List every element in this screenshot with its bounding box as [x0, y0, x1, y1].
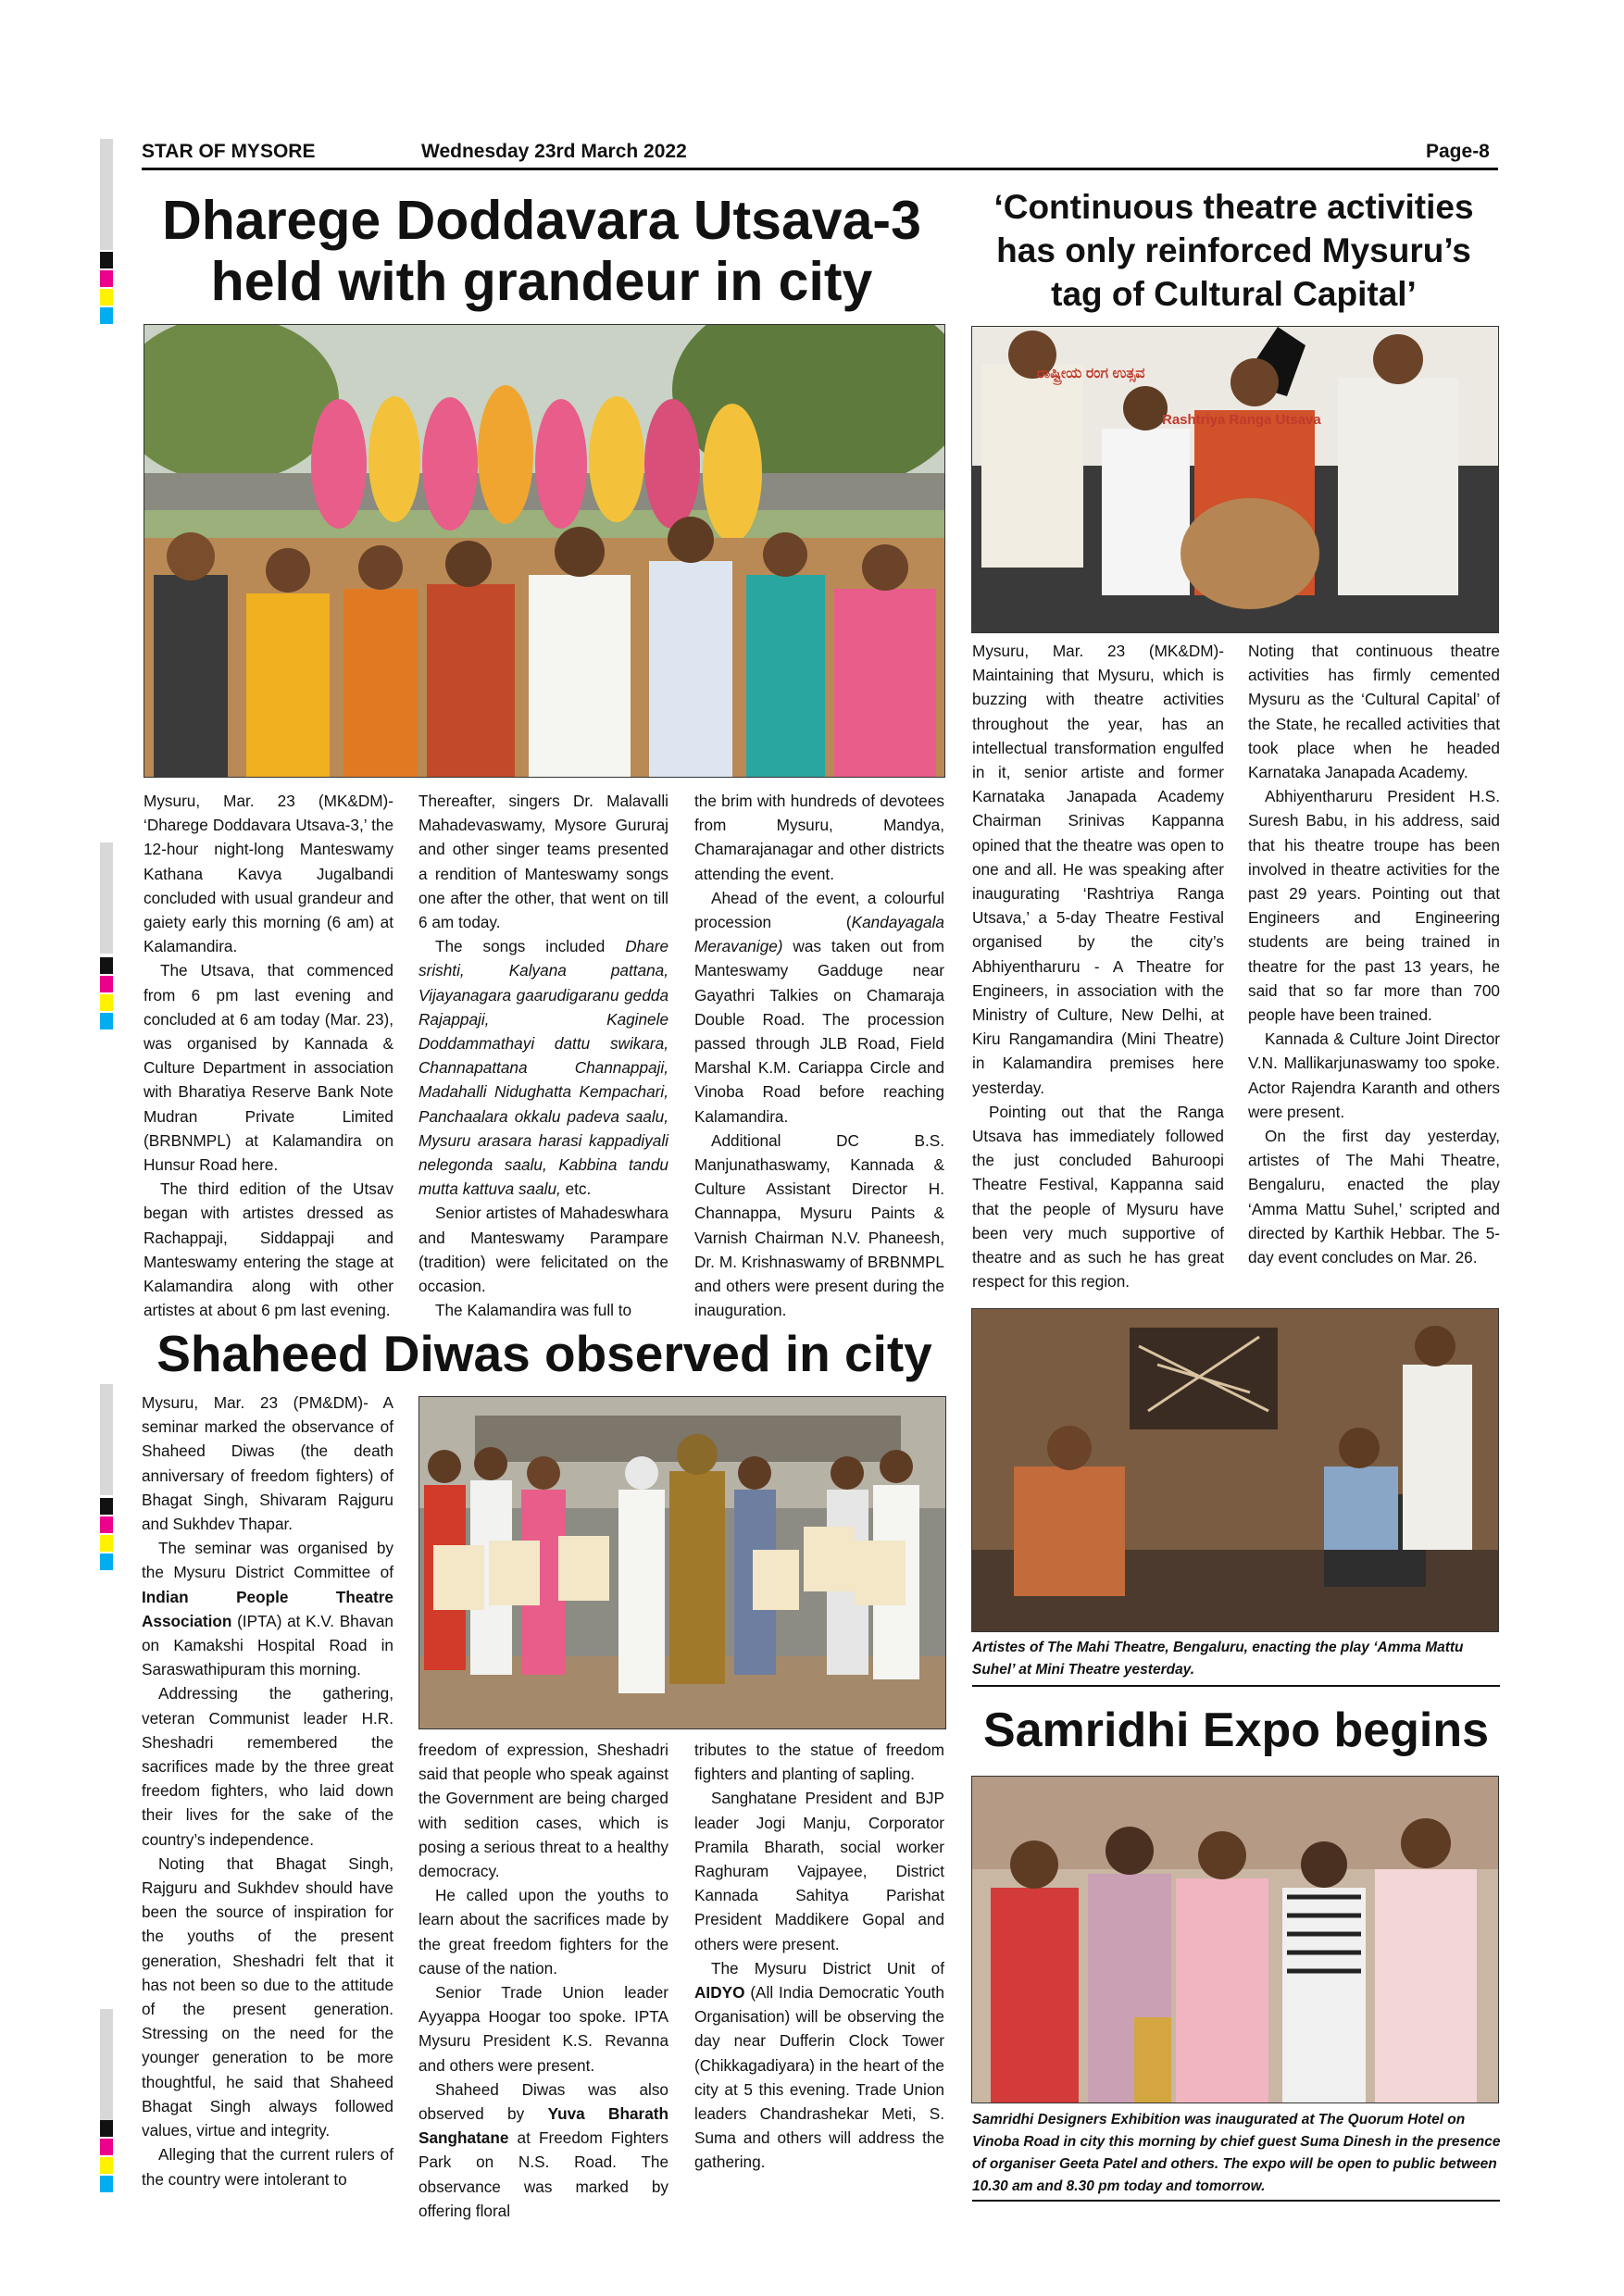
text: The seminar was organised by the Mysuru District Committee of: [142, 1539, 394, 1582]
masthead: STAR OF MYSORE: [142, 141, 316, 162]
text: etc.: [560, 1179, 592, 1199]
article1-column-1: [144, 789, 394, 1322]
paragraph: Mysuru, Mar. 23 (MK&DM)- Maintaining that Mysuru, which is buzzing with theatre activities throughout the year, has an intellectual transformation engulfed in it, senior artiste and former Karnataka Janapada Academy Chairman Srinivas Kappanna opined that the theatre was open to one and all. He was speaking after inaugurating ‘Rashtriya Ranga Utsava,’ a 5-day Theatre Festival organised by the city’s Abhiyentharuru - A Theatre for Engineers, in association with the Ministry of Culture, New Delhi, at Kiru Rangamandira (Mini Theatre) in Kalamandira premises here yesterday.: [972, 642, 1224, 1097]
organisation-name: Indian People Theatre Association: [142, 1587, 394, 1630]
text: (All India Democratic Youth Organisation) will be observing the day near Dufferin Clock Tower (Chikkagadiyara) in the heart of the city at 5 this evening. Trade Union leaders Chandrashekar Meti, S. Suma and others will address the gathering.: [694, 1983, 944, 2172]
registration-swatch: [100, 1516, 113, 1533]
article3-headline: Shaheed Diwas observed in city: [156, 1325, 932, 1382]
registration-swatch: [100, 976, 113, 992]
text: Ahead of the event, a colourful procession (: [694, 888, 944, 932]
paragraph: Senior Trade Union leader Ayyappa Hoogar too spoke. IPTA Mysuru President K.S. Revanna and others were present.: [418, 1983, 668, 2075]
article3-column-3: [694, 1738, 944, 2175]
paragraph: He called upon the youths to learn about the sacrifices made by the great freedom fighters for the cause of the nation.: [418, 1886, 668, 1978]
registration-swatch: [100, 252, 113, 268]
issue-date: Wednesday 23rd March 2022: [421, 141, 687, 162]
registration-swatch: [100, 994, 113, 1011]
paragraph: Senior artistes of Mahadeswhara and Manteswamy Parampare (tradition) were felicitated on the occasion.: [418, 1204, 668, 1296]
paragraph: [418, 934, 668, 1201]
article3-column-2: [418, 1738, 668, 2223]
shaheed-diwas-photo: [418, 1396, 946, 1729]
paragraph: Pointing out that the Ranga Utsava has immediately followed the just concluded Bahuroopi Theatre Festival, Kappanna said that the people of Mysuru have been very much supportive of theatre and as such he has great respect for this region.: [972, 1102, 1224, 1292]
header-rule: [142, 168, 1498, 170]
paragraph: [694, 886, 944, 1129]
article4-headline: Samridhi Expo begins: [982, 1703, 1490, 1757]
registration-bar: [100, 139, 113, 250]
paragraph: [142, 1536, 394, 1681]
paragraph: tributes to the statue of freedom fighters and planting of sapling.: [694, 1741, 944, 1784]
banner-text-kannada: ರಾಷ್ಟ್ರೀಯ ರಂಗ ಉತ್ಸವ: [1037, 366, 1145, 381]
article2-column-2: [1248, 639, 1500, 1269]
article2-headline: ‘Continuous theatre activities has only reinforced Mysuru’s tag of Cultural Capital’: [993, 188, 1474, 313]
text: was taken out from Manteswamy Gadduge near Gayathri Talkies on Chamaraja Double Road. The procession passed through JLB Road, Field Marshal K.M. Cariappa Circle and Vinoba Road before reaching Kalamandira.: [694, 937, 944, 1126]
text: The songs included: [435, 937, 626, 956]
article2-column-1: [972, 639, 1224, 1293]
paragraph: Noting that continuous theatre activities has firmly cemented Mysuru as the ‘Cultural Capital’ of the State, he recalled activities that took place when he headed Karnataka Janapada Academy.: [1248, 642, 1500, 782]
paragraph: Noting that Bhagat Singh, Rajguru and Sukhdev should have been the source of inspiration for the youths of the present generation, Sheshadri felt that it has not been so due to the attitude of the present generation. Stressing on the need for the younger generation to be more thoughtful, he said that Shaheed Bhagat Singh always followed values, virtue and integrity.: [142, 1853, 394, 2140]
paragraph: Kannada & Culture Joint Director V.N. Mallikarjunaswamy too spoke. Actor Rajendra Karanth and others were present.: [1248, 1029, 1500, 1121]
registration-swatch: [100, 289, 113, 306]
registration-swatch: [100, 2139, 113, 2155]
paragraph: The third edition of the Utsav began with artistes dressed as Rachappaji, Siddappaji and Manteswamy entering the stage at Kalamandira along with other artistes at about 6 pm last evening.: [144, 1179, 394, 1320]
organisation-name: AIDYO: [694, 1983, 745, 2003]
paragraph: The Kalamandira was full to: [435, 1301, 632, 1320]
registration-swatch: [100, 270, 113, 287]
registration-swatch: [100, 2157, 113, 2174]
registration-bar: [100, 1384, 113, 1495]
registration-swatch: [100, 1013, 113, 1029]
registration-swatch: [100, 307, 113, 324]
paragraph: Thereafter, singers Dr. Malavalli Mahadevaswamy, Mysore Gururaj and other singer teams presented a rendition of Manteswamy songs one after the other, that went on till 6 am today.: [418, 792, 668, 932]
paragraph: Abhiyentharuru President H.S. Suresh Babu, in his address, said that his theatre troupe has been involved in theatre activities for the past 29 years. Pointing out that Engineers and Engineering students are being trained in theatre for the past 13 years, he said that so far more than 700 people have been trained.: [1248, 787, 1500, 1025]
paragraph: the brim with hundreds of devotees from Mysuru, Mandya, Chamarajanagar and other districts attending the event.: [694, 792, 944, 883]
registration-swatch: [100, 1554, 113, 1570]
registration-swatch: [100, 1535, 113, 1552]
banner-text-english: Rashtriya Ranga Utsava: [1162, 412, 1321, 428]
paragraph: [418, 2078, 668, 2223]
play-photo: [971, 1308, 1499, 1632]
paragraph: On the first day yesterday, artistes of The Mahi Theatre, Bengaluru, enacted the play ‘Amma Mattu Suhel,’ scripted and directed by Karthik Hebbar. The 5-day event concludes on Mar. 26.: [1248, 1127, 1500, 1267]
paragraph: Addressing the gathering, veteran Communist leader H.R. Sheshadri remembered the sacrifices made by the three great freedom fighters, who laid down their lives for the sake of the country’s independence.: [142, 1684, 394, 1849]
text: Shaheed Diwas was also observed by: [418, 2079, 668, 2124]
samridhi-expo-photo: [971, 1776, 1499, 2103]
paragraph: Mysuru, Mar. 23 (PM&DM)- A seminar marked the observance of Shaheed Diwas (the death anniversary of freedom fighters) of Bhagat Singh, Shivaram Rajguru and Sukhdev Thapar.: [142, 1393, 394, 1534]
article1-column-2: [418, 789, 668, 1322]
registration-swatch: [100, 1498, 113, 1515]
paragraph: The Utsava, that commenced from 6 pm last evening and concluded at 6 am today (Mar. 23), was organised by Kannada & Culture Department in association with Bharatiya Reserve Bank Note Mudran Private Limited (BRBNMPL) at Kalamandira on Hunsur Road here.: [144, 961, 394, 1175]
text: (IPTA) at K.V. Bhavan on Kamakshi Hospital Road in Saraswathipuram this morning.: [142, 1611, 394, 1679]
text: at Freedom Fighters Park on N.S. Road. The observance was marked by offering floral: [418, 2128, 668, 2220]
procession-photo: [144, 324, 945, 778]
registration-swatch: [100, 2120, 113, 2137]
article1-headline: Dharege Doddavara Utsava-3 held with grandeur in city: [162, 190, 921, 313]
procession-name: Kandayagala Meravanige): [694, 913, 944, 956]
registration-swatch: [100, 2176, 113, 2192]
organisation-name: Yuva Bharath Sanghatane: [418, 2104, 668, 2148]
page-number: Page-8: [1426, 141, 1490, 162]
paragraph: Sanghatane President and BJP leader Jogi Manju, Corporator Pramila Bharath, social worker Raghuram Vajpayee, District Kannada Sahitya Parishat President Maddikere Gopal and others were present.: [694, 1789, 944, 1953]
registration-swatch: [100, 957, 113, 974]
song-list: Dhare srishti, Kalyana pattana, Vijayanagara gaarudigaranu gedda Rajappaji, Kaginele Doddammathayi dattu swikara, Channapattana Channappaji, Madahalli Nidughatta Kempachari, Panchaalara okkalu padeva saalu, Mysuru arasara harasi kappadiyali nelegonda saalu, Kabbina tandu mutta kattuva saalu,: [418, 937, 668, 1199]
expo-photo-caption: Samridhi Designers Exhibition was inaugurated at The Quorum Hotel on Vinoba Road in city this morning by chief guest Suma Dinesh in the presence of organiser Geeta Patel and others. The expo will be open to public between 10.30 am and 8.30 pm today and tomorrow.: [972, 2112, 1501, 2194]
article3-column-1: [142, 1391, 394, 2191]
text: The Mysuru District Unit of: [711, 1958, 944, 1978]
paragraph: Additional DC B.S. Manjunathaswamy, Kannada & Culture Assistant Director H. Channappa, Mysuru Paints & Varnish Chairman N.V. Phaneesh, Dr. M. Krishnaswamy of BRBNMPL and others were present during the inauguration.: [694, 1130, 944, 1320]
paragraph: Mysuru, Mar. 23 (MK&DM)- ‘Dharege Doddavara Utsava-3,’ the 12-hour night-long Manteswamy Kathana Kavya Jugalbandi concluded with usual grandeur and gaiety early this morning (6 am) at Kalamandira.: [144, 792, 394, 956]
paragraph: Alleging that the current rulers of the country were intolerant to: [142, 2145, 394, 2189]
paragraph: freedom of expression, Sheshadri said that people who speak against the Government are being charged with sedition cases, which is posing a serious threat to a healthy democracy.: [418, 1741, 668, 1881]
registration-bar: [100, 842, 113, 954]
registration-bar: [100, 2009, 113, 2120]
article1-column-3: [694, 789, 944, 1322]
caption-rule: [972, 2200, 1500, 2202]
caption-rule: [972, 1685, 1500, 1687]
play-photo-caption: Artistes of The Mahi Theatre, Bengaluru, enacting the play ‘Amma Mattu Suhel’ at Mini Theatre yesterday.: [972, 1640, 1464, 1678]
paragraph: [694, 1956, 944, 2175]
